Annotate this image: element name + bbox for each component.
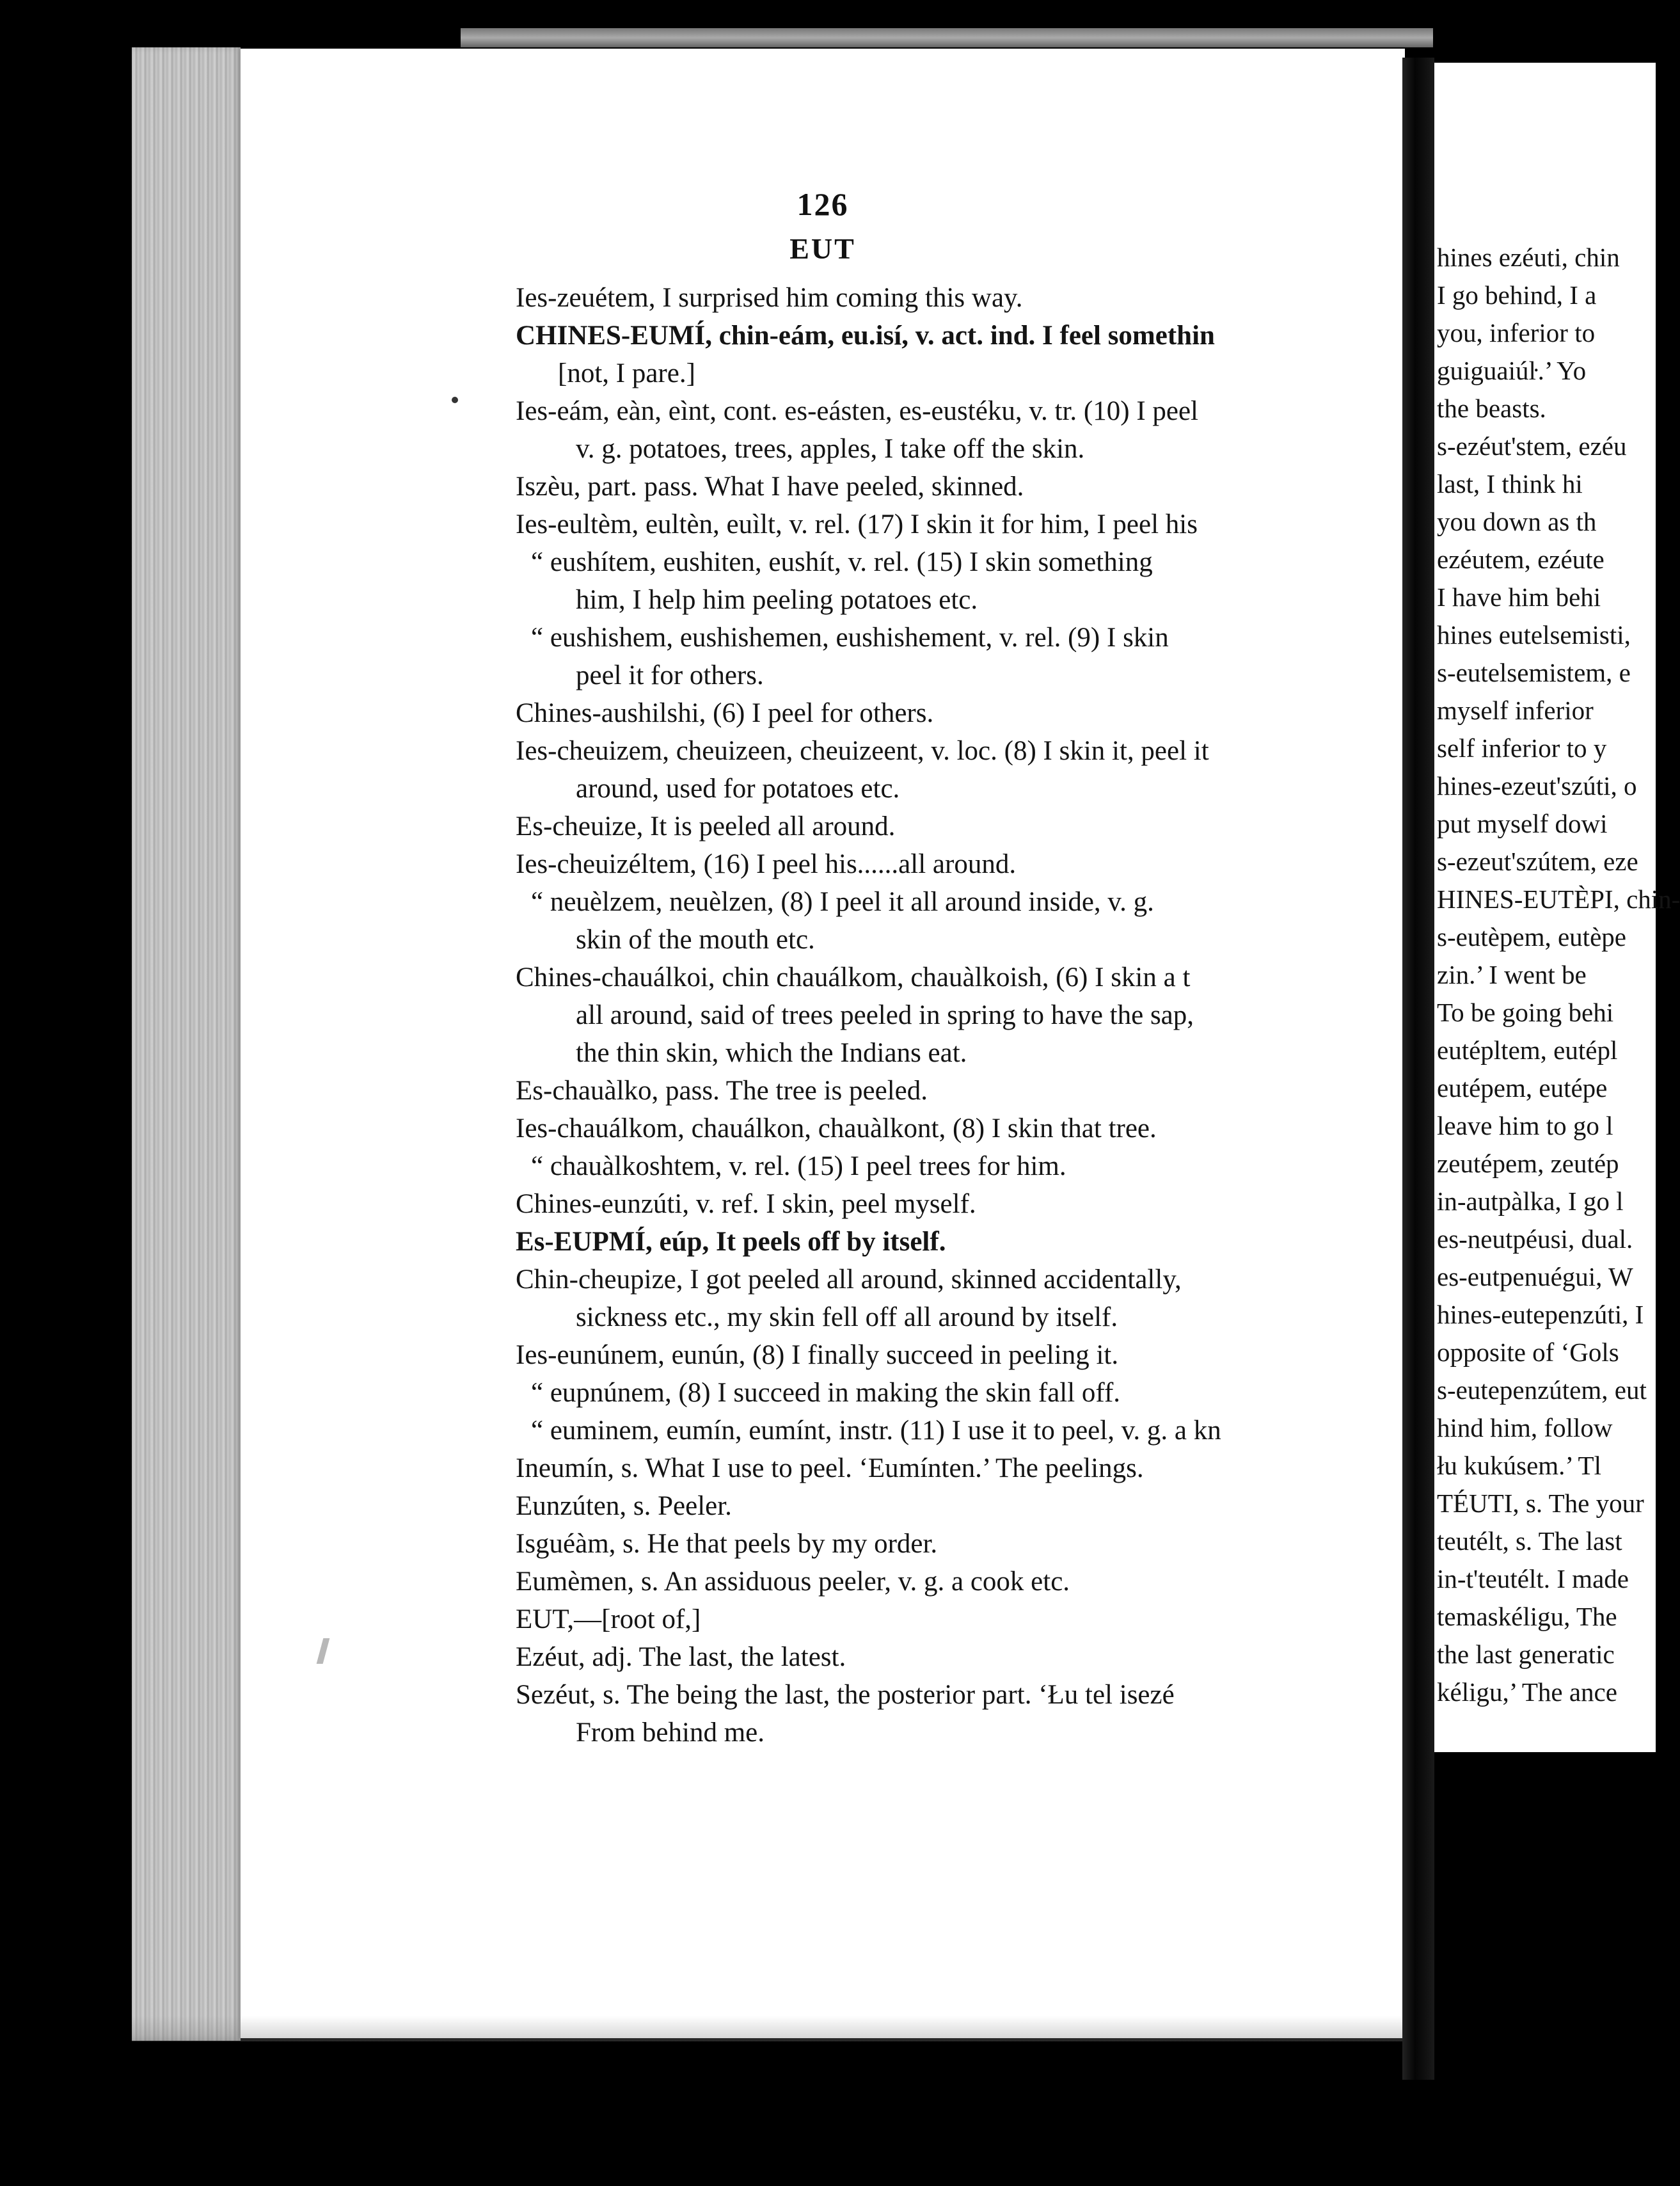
entry-line: Isguéàm, s. He that peels by my order. xyxy=(516,1529,938,1559)
entry-line: Ies-eunúnem, eunún, (8) I finally succeed in peeling it. xyxy=(516,1340,1119,1370)
page-stack-edges xyxy=(132,47,241,2041)
right-page-line: kéligu,’ The ance xyxy=(1437,1677,1617,1707)
entry-line: Ies-eultèm, eultèn, euìlt, v. rel. (17) I skin it for him, I peel his xyxy=(516,509,1198,539)
entry-line: Sezéut, s. The being the last, the posterior part. ‘Łu tel isezé xyxy=(516,1680,1175,1710)
entry-line: sickness etc., my skin fell off all around by itself. xyxy=(576,1302,1118,1332)
right-page-line: leave him to go l xyxy=(1437,1111,1613,1140)
entry-line: “ eupnúnem, (8) I succeed in making the skin fall off. xyxy=(531,1378,1121,1408)
right-page-line: the beasts. xyxy=(1437,394,1546,423)
right-page-line: s-eutepenzútem, eut xyxy=(1437,1375,1647,1405)
entry-line: Es-chauàlko, pass. The tree is peeled. xyxy=(516,1076,928,1106)
right-page-line: self inferior to y xyxy=(1437,733,1607,763)
entry-line: “ chauàlkoshtem, v. rel. (15) I peel trees for him. xyxy=(531,1151,1066,1181)
entry-line: v. g. potatoes, trees, apples, I take off the skin. xyxy=(576,434,1085,464)
right-page-line: teutélt, s. The last xyxy=(1437,1526,1622,1556)
entry-line: [not, I pare.] xyxy=(558,358,695,388)
entry-line: Ies-cheuizem, cheuizeen, cheuizeent, v. loc. (8) I skin it, peel it xyxy=(516,736,1209,766)
page-bottom-shadow xyxy=(132,2016,1405,2041)
entry-line: “ eushishem, eushishemen, eushishement, v. rel. (9) I skin xyxy=(531,623,1169,653)
right-page-line: I go behind, I a xyxy=(1437,280,1597,310)
entry-line: EUT,—[root of,] xyxy=(516,1604,701,1634)
right-page-line: hind him, follow xyxy=(1437,1413,1613,1442)
entry-line: “ euminem, eumín, eumínt, instr. (11) I use it to peel, v. g. a kn xyxy=(531,1416,1221,1446)
right-page-line: HINES-EUTÈPI, chin- xyxy=(1437,884,1680,914)
entry-line: Chin-cheupize, I got peeled all around, skinned accidentally, xyxy=(516,1265,1182,1295)
right-page-line: last, I think hi xyxy=(1437,469,1583,499)
right-page-line: opposite of ‘Gols xyxy=(1437,1337,1619,1367)
entry-line: CHINES-EUMÍ, chin-eám, eu.isí, v. act. ind. I feel somethin xyxy=(516,321,1215,351)
right-page-line: put myself dowi xyxy=(1437,809,1608,838)
right-page-line: ezéutem, ezéute xyxy=(1437,545,1605,574)
entry-line: skin of the mouth etc. xyxy=(576,925,815,955)
right-page-line: you down as th xyxy=(1437,507,1597,536)
right-page-line: hines-ezeut'szúti, o xyxy=(1437,771,1637,801)
entry-line: peel it for others. xyxy=(576,660,764,690)
entry-line: “ neuèlzem, neuèlzen, (8) I peel it all around inside, v. g. xyxy=(531,887,1154,917)
right-page-line: temaskéligu, The xyxy=(1437,1602,1617,1631)
right-page-line: es-eutpenuégui, W xyxy=(1437,1262,1633,1291)
entry-line: Es-EUPMÍ, eúp, It peels off by itself. xyxy=(516,1227,946,1257)
entry-line: Ies-chauálkom, chauálkon, chauàlkont, (8) I skin that tree. xyxy=(516,1113,1157,1144)
right-page-line: in-autpàlka, I go l xyxy=(1437,1186,1624,1216)
entry-line: Chines-eunzúti, v. ref. I skin, peel myself. xyxy=(516,1189,976,1219)
right-page-line: hines ezéuti, chin xyxy=(1437,243,1620,272)
right-page-line: s-ezeut'szútem, eze xyxy=(1437,847,1638,876)
entry-line: around, used for potatoes etc. xyxy=(576,774,900,804)
entry-line: Eunzúten, s. Peeler. xyxy=(516,1491,732,1521)
page-top-edge xyxy=(461,28,1433,47)
right-page-line: s-eutèpem, eutèpe xyxy=(1437,922,1626,952)
right-page-line: To be going behi xyxy=(1437,998,1614,1027)
right-page-line: TÉUTI, s. The your xyxy=(1437,1488,1644,1518)
book-gutter xyxy=(1402,58,1434,2080)
entry-line: him, I help him peeling potatoes etc. xyxy=(576,585,978,615)
entry-line: Ezéut, adj. The last, the latest. xyxy=(516,1642,846,1672)
right-page-line: łu kukúsem.’ Tl xyxy=(1437,1451,1601,1480)
entry-line: From behind me. xyxy=(576,1718,765,1748)
entry-line: Ies-cheuizéltem, (16) I peel his......all around. xyxy=(516,849,1017,879)
right-page-line: hines eutelsemisti, xyxy=(1437,620,1631,650)
entry-line: Ies-zeuétem, I surprised him coming this way. xyxy=(516,283,1023,313)
entry-line: Ies-eám, eàn, eìnt, cont. es-eásten, es-eustéku, v. tr. (10) I peel xyxy=(516,396,1199,426)
right-page-line: es-neutpéusi, dual. xyxy=(1437,1224,1633,1254)
entry-line: Iszèu, part. pass. What I have peeled, skinned. xyxy=(516,472,1024,502)
entry-line: Chines-chauálkoi, chin chauálkom, chauàlkoish, (6) I skin a t xyxy=(516,962,1191,993)
right-page-line: hines-eutepenzúti, I xyxy=(1437,1300,1644,1329)
right-page-line: zeutépem, zeutép xyxy=(1437,1149,1619,1178)
entry-line: all around, said of trees peeled in spring to have the sap, xyxy=(576,1000,1194,1030)
margin-dot xyxy=(452,397,458,403)
page-number: 126 xyxy=(796,186,849,222)
right-page-line: guiguaiúŀ.’ Yo xyxy=(1437,356,1587,385)
entry-line: “ eushítem, eushiten, eushít, v. rel. (15) I skin something xyxy=(531,547,1153,577)
entry-line: Eumèmen, s. An assiduous peeler, v. g. a cook etc. xyxy=(516,1567,1070,1597)
right-page-line: the last generatic xyxy=(1437,1640,1615,1669)
right-page-line: eutépltem, eutépl xyxy=(1437,1035,1618,1065)
running-head: EUT xyxy=(789,232,856,265)
entry-line: Es-cheuize, It is peeled all around. xyxy=(516,811,896,842)
right-page-line: s-ezéut'stem, ezéu xyxy=(1437,431,1627,461)
right-page-line: eutépem, eutépe xyxy=(1437,1073,1608,1103)
right-page-line: zin.’ I went be xyxy=(1437,960,1587,989)
right-page-line: I have him behi xyxy=(1437,582,1601,612)
entry-line: the thin skin, which the Indians eat. xyxy=(576,1038,967,1068)
right-page-line: in-t'teutélt. I made xyxy=(1437,1564,1629,1593)
right-page-line: you, inferior to xyxy=(1437,318,1596,347)
entry-line: Chines-aushilshi, (6) I peel for others. xyxy=(516,698,934,728)
right-page-line: s-eutelsemistem, e xyxy=(1437,658,1631,687)
entry-line: Ineumín, s. What I use to peel. ‘Eumínten.’ The peelings. xyxy=(516,1453,1144,1483)
right-page-line: myself inferior xyxy=(1437,696,1594,725)
